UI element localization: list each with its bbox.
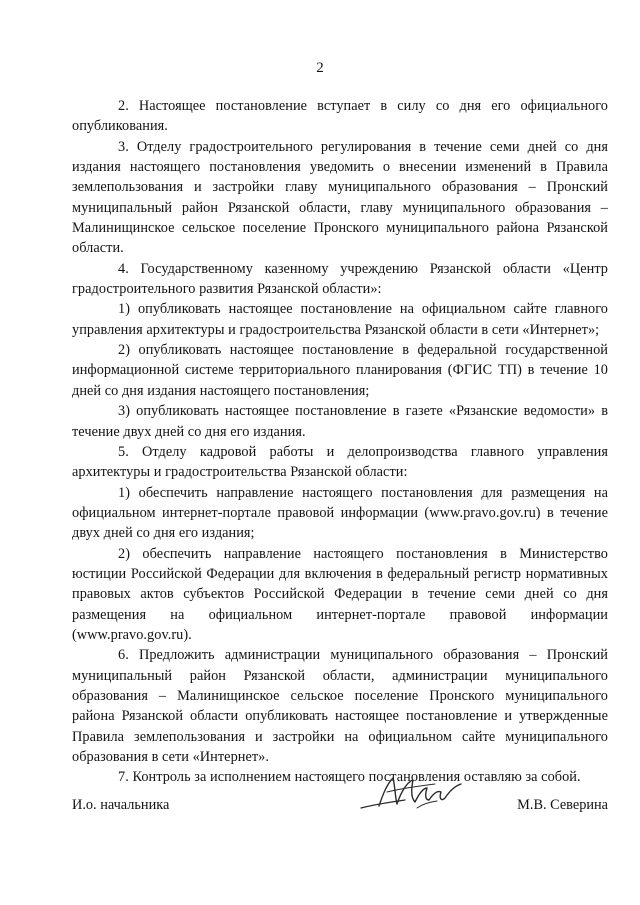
- paragraph-4-item-1: 1) опубликовать настоящее постановление на официальном сайте главного управления архитектуры и градостроительства Рязанской области в сети «Интернет»;: [72, 301, 608, 338]
- paragraph-6: 6. Предложить администрации муниципального образования – Пронский муниципальный район Рязанской области, администрации муниципального образования – Малинищинское сельское поселение Пронского муниципального района Рязанской области опубликовать настоящее постановление и утвержденные Правила землепользования и застройки на официальном сайте муниципального образования в сети «Интернет».: [72, 647, 608, 765]
- paragraph-5-item-1: 1) обеспечить направление настоящего постановления для размещения на официальном интернет-портале правовой информации (www.pravo.gov.ru) в течение двух дней со дня его издания;: [72, 484, 608, 542]
- handwritten-signature: [357, 770, 477, 820]
- signatory-position: И.о. начальника: [72, 797, 170, 813]
- paragraph-3: 3. Отделу градостроительного регулирования в течение семи дней со дня издания настоящего постановления уведомить о внесении изменений в Правила землепользования и застройки главу муниципального образования – Пронский муниципальный район Рязанской области, главу муниципального образования – Малинищинское сельское поселение Пронского муниципального района Рязанской области.: [72, 138, 608, 257]
- signatory-name: М.В. Северина: [517, 797, 608, 813]
- paragraph-4: 4. Государственному казенному учреждению Рязанской области «Центр градостроительного развития Рязанской области»:: [72, 260, 608, 298]
- paragraph-4-item-2: 2) опубликовать настоящее постановление в федеральной государственной информационной системе территориального планирования (ФГИС ТП) в течение 10 дней со дня издания настоящего постановления;: [72, 342, 608, 399]
- paragraph-5-item-2: 2) обеспечить направление настоящего постановления в Министерство юстиции Российской Федерации для включения в федеральный регистр нормативных правовых актов субъектов Российской Федерации в течение семи дней со дня размещения на официальном интернет-портале правовой информации (www.pravo.gov.ru).: [72, 545, 608, 643]
- paragraph-7: 7. Контроль за исполнением настоящего постановления оставляю за собой.: [118, 769, 581, 786]
- paragraph-5: 5. Отделу кадровой работы и делопроизводства главного управления архитектуры и градостроительства Рязанской области:: [72, 443, 608, 481]
- paragraph-4-item-3: 3) опубликовать настоящее постановление в газете «Рязанские ведомости» в течение двух дней со дня его издания.: [72, 403, 608, 440]
- paragraph-2: 2. Настоящее постановление вступает в силу со дня его официального опубликования.: [72, 98, 608, 135]
- page-number: 2: [316, 60, 324, 76]
- signature-block: [72, 770, 608, 830]
- document-body: [72, 96, 608, 788]
